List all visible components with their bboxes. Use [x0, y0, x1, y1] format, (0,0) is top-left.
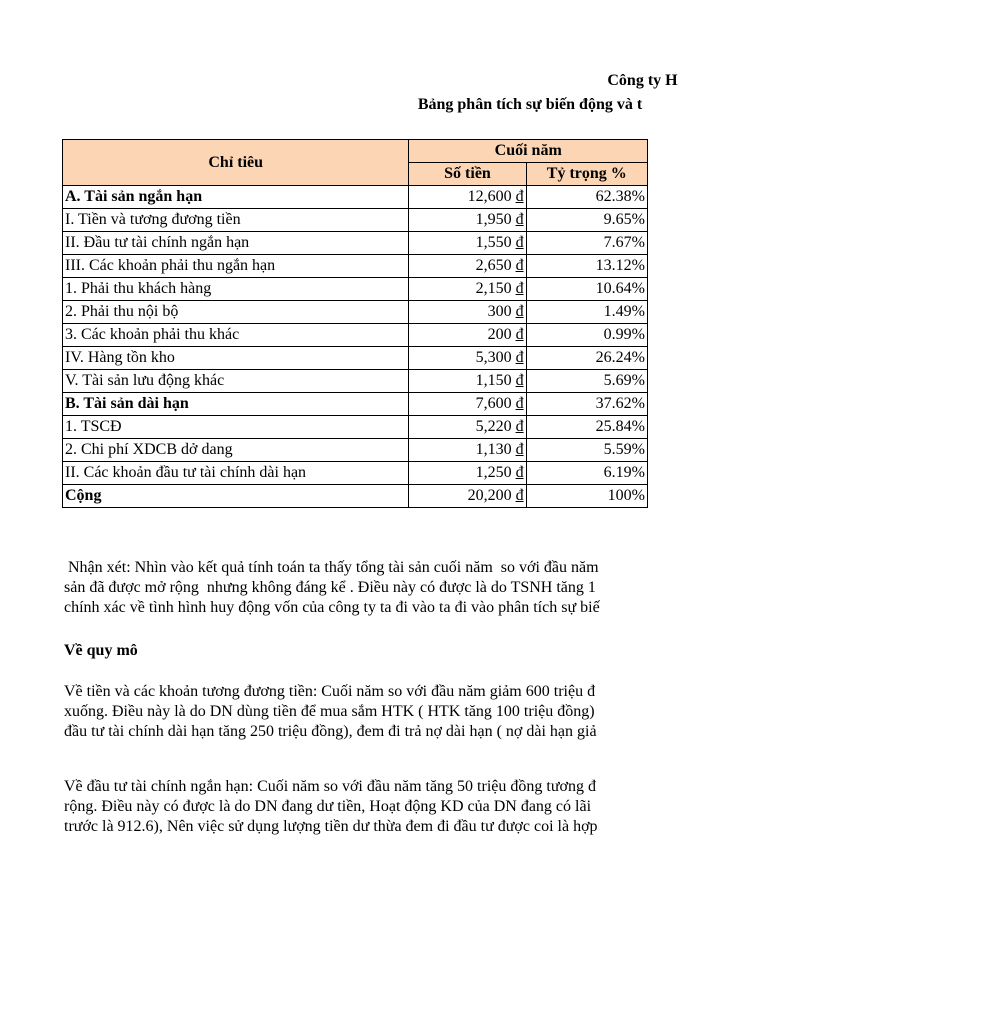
row-ratio: 26.24%: [526, 347, 647, 370]
comment-line: chính xác về tình hình huy động vốn của công ty ta đi vào ta đi vào phân tích sự biế: [64, 599, 600, 616]
table-row: [63, 370, 648, 393]
row-amount-cell: [409, 439, 526, 462]
row-amount-cell: [409, 301, 526, 324]
cash-paragraph: [64, 682, 597, 742]
row-label: A. Tài sản ngắn hạn: [63, 186, 409, 209]
row-ratio: 0.99%: [526, 324, 647, 347]
cash-line: Về tiền và các khoản tương đương tiền: Cuối năm so với đầu năm giảm 600 triệu đ: [64, 683, 596, 700]
comment-line: Nhận xét: Nhìn vào kết quả tính toán ta thấy tổng tài sản cuối năm so với đầu năm: [64, 559, 599, 576]
table-row: [63, 186, 648, 209]
row-amount-cell: [409, 462, 526, 485]
row-label: IV. Hàng tồn kho: [63, 347, 409, 370]
header-amount: Số tiền: [409, 163, 526, 186]
comment-line: sản đã được mở rộng nhưng không đáng kể . Điều này có được là do TSNH tăng 1: [64, 579, 596, 596]
header-year-end: Cuối năm: [409, 140, 648, 163]
report-subtitle: Bảng phân tích sự biến động và t: [417, 96, 643, 113]
currency-symbol: đ: [515, 234, 524, 251]
row-label: Cộng: [63, 485, 409, 508]
investment-line: Về đầu tư tài chính ngắn hạn: Cuối năm so với đầu năm tăng 50 triệu đồng tương đ: [64, 778, 596, 795]
row-amount: 300: [487, 303, 512, 320]
currency-symbol: đ: [515, 487, 524, 504]
row-amount: 1,150: [475, 372, 512, 389]
table-row: [63, 462, 648, 485]
row-label: II. Các khoản đầu tư tài chính dài hạn: [63, 462, 409, 485]
row-label: III. Các khoản phải thu ngắn hạn: [63, 255, 409, 278]
asset-table: [62, 139, 648, 508]
table-row: [63, 278, 648, 301]
row-label: 1. Phải thu khách hàng: [63, 278, 409, 301]
row-amount-cell: [409, 186, 526, 209]
row-amount: 20,200: [467, 487, 512, 504]
row-label: B. Tài sản dài hạn: [63, 393, 409, 416]
currency-symbol: đ: [515, 326, 524, 343]
row-ratio: 5.69%: [526, 370, 647, 393]
row-amount-cell: [409, 393, 526, 416]
row-ratio: 1.49%: [526, 301, 647, 324]
row-amount: 200: [487, 326, 512, 343]
row-ratio: 37.62%: [526, 393, 647, 416]
header-ratio: Tỷ trọng %: [526, 163, 647, 186]
currency-symbol: đ: [515, 188, 524, 205]
row-ratio: 62.38%: [526, 186, 647, 209]
cash-line: xuống. Điều này là do DN dùng tiền để mua sắm HTK ( HTK tăng 100 triệu đồng): [64, 703, 595, 720]
investment-line: rộng. Điều này có được là do DN đang dư tiền, Hoạt động KD của DN đang có lãi: [64, 798, 592, 815]
currency-symbol: đ: [515, 349, 524, 366]
row-amount: 1,950: [475, 211, 512, 228]
currency-symbol: đ: [515, 211, 524, 228]
row-ratio: 6.19%: [526, 462, 647, 485]
row-label: II. Đầu tư tài chính ngắn hạn: [63, 232, 409, 255]
table-body: [63, 186, 648, 508]
table-row: [63, 485, 648, 508]
currency-symbol: đ: [515, 372, 524, 389]
table-row: [63, 393, 648, 416]
row-amount: 7,600: [475, 395, 512, 412]
table-row: [63, 416, 648, 439]
row-amount-cell: [409, 232, 526, 255]
investment-paragraph: [64, 777, 598, 837]
currency-symbol: đ: [515, 303, 524, 320]
row-label: 1. TSCĐ: [63, 416, 409, 439]
row-label: V. Tài sản lưu động khác: [63, 370, 409, 393]
row-amount: 5,300: [475, 349, 512, 366]
table-row: [63, 347, 648, 370]
row-amount-cell: [409, 278, 526, 301]
row-label: 2. Chi phí XDCB dở dang: [63, 439, 409, 462]
currency-symbol: đ: [515, 395, 524, 412]
table-row: [63, 324, 648, 347]
row-label: I. Tiền và tương đương tiền: [63, 209, 409, 232]
row-amount-cell: [409, 324, 526, 347]
row-amount-cell: [409, 370, 526, 393]
row-ratio: 100%: [526, 485, 647, 508]
row-ratio: 7.67%: [526, 232, 647, 255]
comment-paragraph: [64, 558, 600, 618]
row-amount-cell: [409, 485, 526, 508]
table-row: [63, 232, 648, 255]
row-ratio: 13.12%: [526, 255, 647, 278]
currency-symbol: đ: [515, 441, 524, 458]
row-amount: 2,650: [475, 257, 512, 274]
currency-symbol: đ: [515, 418, 524, 435]
header-indicator: Chỉ tiêu: [63, 140, 409, 186]
section-heading: Về quy mô: [64, 642, 138, 659]
table-row: [63, 439, 648, 462]
row-amount-cell: [409, 209, 526, 232]
row-label: 2. Phải thu nội bộ: [63, 301, 409, 324]
table-row: [63, 209, 648, 232]
row-label: 3. Các khoản phải thu khác: [63, 324, 409, 347]
row-ratio: 9.65%: [526, 209, 647, 232]
row-amount-cell: [409, 416, 526, 439]
row-amount: 1,550: [475, 234, 512, 251]
table-row: [63, 301, 648, 324]
row-ratio: 10.64%: [526, 278, 647, 301]
row-amount: 2,150: [475, 280, 512, 297]
currency-symbol: đ: [515, 257, 524, 274]
row-ratio: 5.59%: [526, 439, 647, 462]
row-amount-cell: [409, 347, 526, 370]
table-row: [63, 255, 648, 278]
row-amount-cell: [409, 255, 526, 278]
cash-line: đầu tư tài chính dài hạn tăng 250 triệu đồng), đem đi trả nợ dài hạn ( nợ dài hạn giả: [64, 723, 597, 740]
company-title: Công ty H: [607, 72, 678, 89]
row-amount: 1,130: [475, 441, 512, 458]
investment-line: trước là 912.6), Nên việc sử dụng lượng tiền dư thừa đem đi đầu tư được coi là hợp: [64, 818, 598, 835]
currency-symbol: đ: [515, 464, 524, 481]
row-amount: 12,600: [467, 188, 512, 205]
currency-symbol: đ: [515, 280, 524, 297]
row-ratio: 25.84%: [526, 416, 647, 439]
row-amount: 5,220: [475, 418, 512, 435]
row-amount: 1,250: [475, 464, 512, 481]
